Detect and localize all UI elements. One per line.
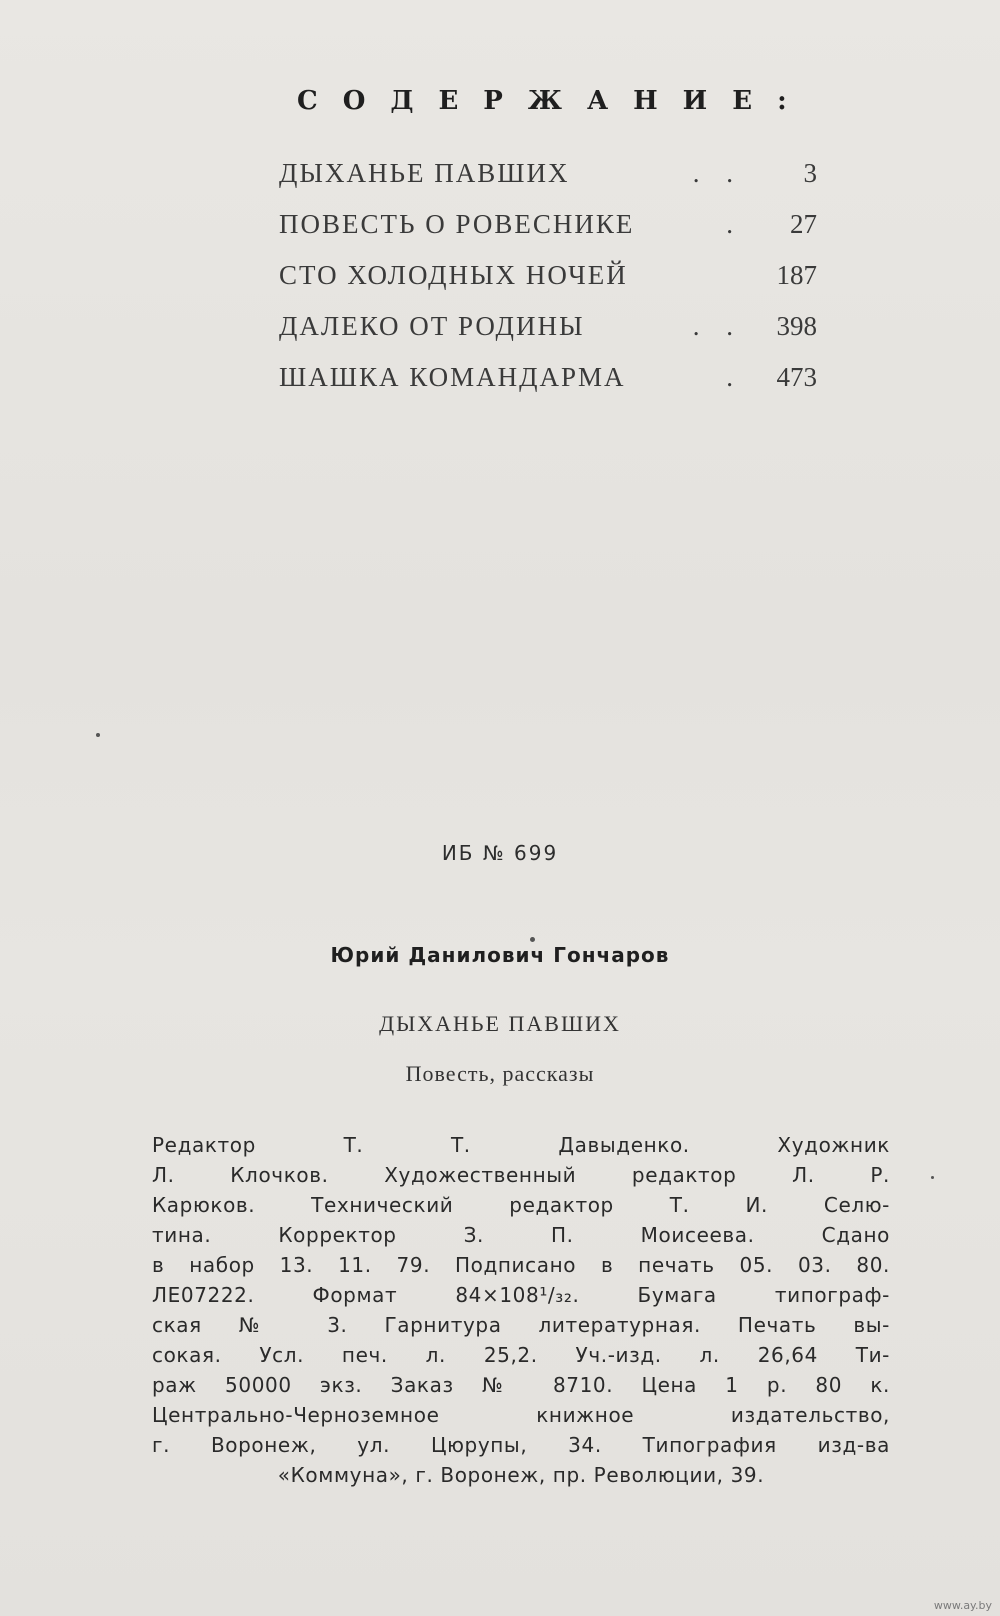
- toc-entry-title: ДАЛЕКО ОТ РОДИНЫ: [279, 311, 585, 341]
- toc-entry-title: ШАШКА КОМАНДАРМА: [279, 362, 626, 392]
- toc-entry: [279, 311, 817, 351]
- ib-number: ИБ № 699: [441, 841, 559, 865]
- toc-entry-title: СТО ХОЛОДНЫХ НОЧЕЙ: [279, 260, 628, 290]
- paper-speck: [96, 733, 100, 737]
- imprint-line: Центрально-Черноземное книжное издательство,: [152, 1403, 890, 1427]
- paper-speck: [931, 1176, 934, 1179]
- toc-entry: [279, 260, 817, 300]
- book-genre: Повесть, рассказы: [405, 1061, 595, 1086]
- toc-entry-page: 473: [776, 362, 817, 392]
- imprint-line: в набор 13. 11. 79. Подписано в печать 05. 03. 80.: [152, 1253, 890, 1277]
- imprint-line: ЛЕ07222. Формат 84×108¹/₃₂. Бумага типограф-: [152, 1283, 890, 1307]
- toc-entry-leader: . .: [692, 311, 743, 341]
- toc-entry-leader: .: [726, 362, 743, 392]
- book-title: ДЫХАНЬЕ ПАВШИХ: [379, 1011, 621, 1036]
- toc-entry-page: 27: [790, 209, 817, 239]
- toc-entry-page: 187: [776, 260, 817, 290]
- imprint-line: Редактор Т. Т. Давыденко. Художник: [152, 1133, 890, 1157]
- imprint-line: Л. Клочков. Художественный редактор Л. Р.: [152, 1163, 890, 1187]
- imprint-line: сокая. Усл. печ. л. 25,2. Уч.-изд. л. 26,64 Ти-: [152, 1343, 890, 1367]
- toc-entry-leader: .: [726, 209, 743, 239]
- toc-entry-title: ДЫХАНЬЕ ПАВШИХ: [279, 158, 570, 188]
- imprint-line: тина. Корректор З. П. Моисеева. Сдано: [152, 1223, 890, 1247]
- toc-entry-page: 3: [803, 158, 817, 188]
- toc-entry-leader: . .: [692, 158, 743, 188]
- toc-entry-title: ПОВЕСТЬ О РОВЕСНИКЕ: [279, 209, 635, 239]
- toc-entry: [279, 209, 817, 249]
- author-name: Юрий Данилович Гончаров: [330, 943, 670, 967]
- imprint-line: «Коммуна», г. Воронеж, пр. Революции, 39.: [277, 1463, 765, 1487]
- imprint-line: раж 50000 экз. Заказ № 8710. Цена 1 р. 80 к.: [152, 1373, 890, 1397]
- toc-entry: [279, 362, 817, 402]
- toc-entry: [279, 158, 817, 198]
- watermark: www.ay.by: [933, 1599, 992, 1612]
- imprint-line: Карюков. Технический редактор Т. И. Селю-: [152, 1193, 890, 1217]
- imprint-block: [152, 1130, 890, 1490]
- toc-heading: СОДЕРЖАНИЕ:: [297, 86, 812, 116]
- imprint-line: г. Воронеж, ул. Цюрупы, 34. Типография изд-ва: [152, 1433, 890, 1457]
- imprint-line: ская № 3. Гарнитура литературная. Печать вы-: [152, 1313, 890, 1337]
- toc-entry-page: 398: [776, 311, 817, 341]
- paper-speck: [530, 937, 535, 942]
